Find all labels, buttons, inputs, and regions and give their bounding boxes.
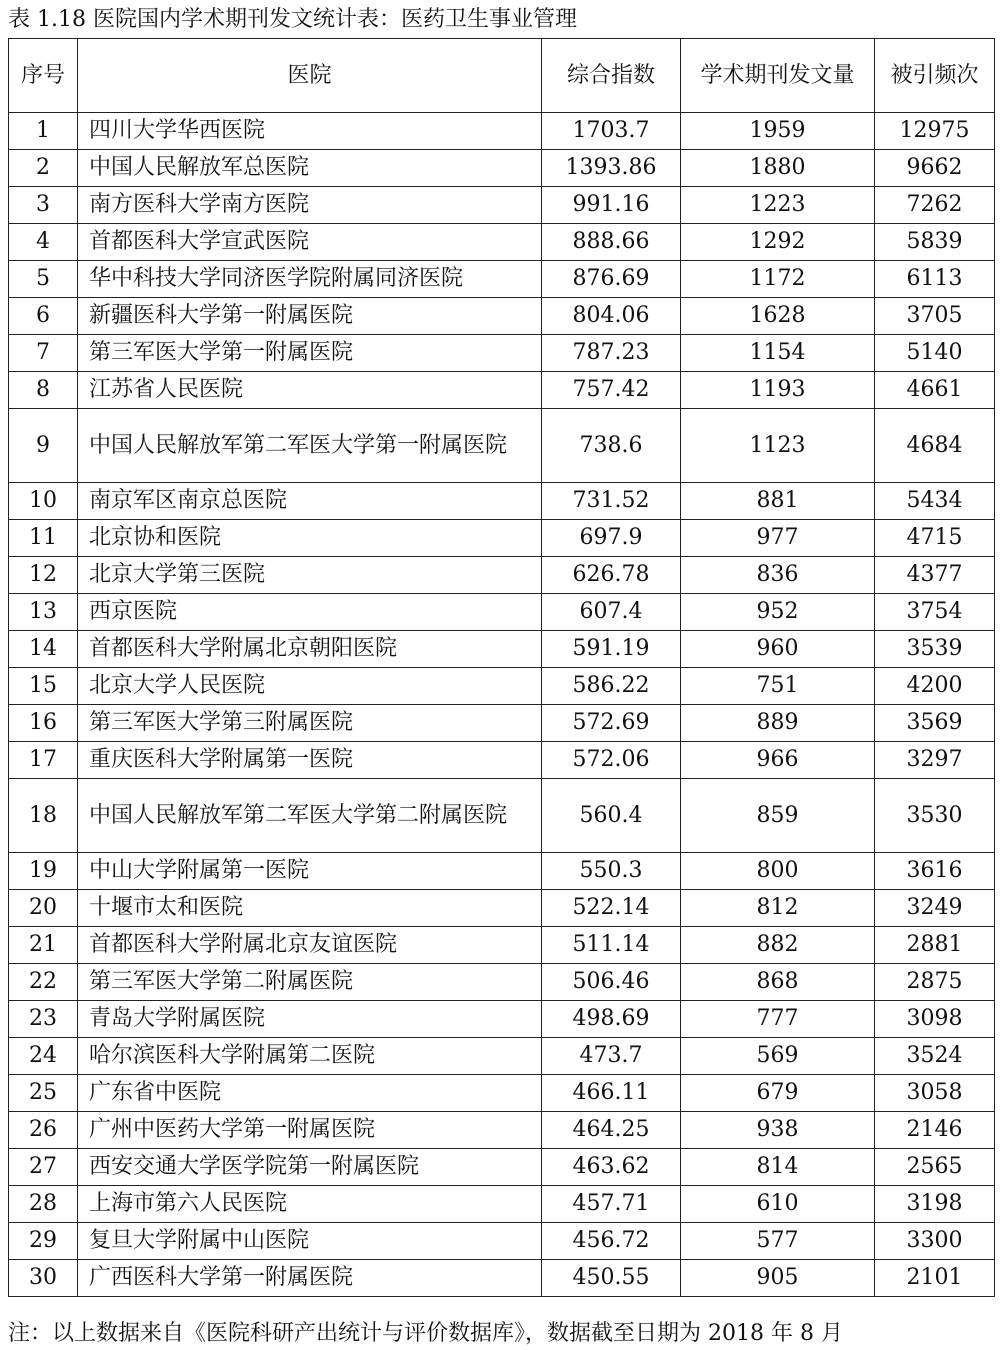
- cell-citation-count: 4661: [875, 372, 995, 409]
- cell-paper-count: 800: [681, 853, 875, 890]
- cell-paper-count: 977: [681, 520, 875, 557]
- cell-rank: 18: [9, 779, 78, 853]
- header-row: [9, 39, 995, 113]
- table-row: [9, 742, 995, 779]
- cell-hospital: 中国人民解放军总医院: [78, 150, 542, 187]
- cell-rank: 23: [9, 1001, 78, 1038]
- cell-hospital: 青岛大学附属医院: [78, 1001, 542, 1038]
- cell-composite-index: 463.62: [542, 1149, 681, 1186]
- cell-paper-count: 751: [681, 668, 875, 705]
- cell-paper-count: 960: [681, 631, 875, 668]
- table-row: [9, 1260, 995, 1297]
- table-row: [9, 483, 995, 520]
- cell-citation-count: 3098: [875, 1001, 995, 1038]
- table-row: [9, 1186, 995, 1223]
- cell-hospital: 北京大学人民医院: [78, 668, 542, 705]
- cell-rank: 13: [9, 594, 78, 631]
- cell-citation-count: 5839: [875, 224, 995, 261]
- cell-citation-count: 3198: [875, 1186, 995, 1223]
- cell-paper-count: 610: [681, 1186, 875, 1223]
- table-row: [9, 113, 995, 150]
- cell-hospital: 首都医科大学附属北京朝阳医院: [78, 631, 542, 668]
- cell-composite-index: 607.4: [542, 594, 681, 631]
- table-row: [9, 557, 995, 594]
- cell-paper-count: 952: [681, 594, 875, 631]
- cell-rank: 20: [9, 890, 78, 927]
- cell-composite-index: 626.78: [542, 557, 681, 594]
- cell-composite-index: 560.4: [542, 779, 681, 853]
- table-body: [9, 113, 995, 1297]
- cell-hospital: 广州中医药大学第一附属医院: [78, 1112, 542, 1149]
- cell-citation-count: 2881: [875, 927, 995, 964]
- table-row: [9, 520, 995, 557]
- cell-composite-index: 757.42: [542, 372, 681, 409]
- cell-citation-count: 5434: [875, 483, 995, 520]
- cell-composite-index: 586.22: [542, 668, 681, 705]
- cell-rank: 25: [9, 1075, 78, 1112]
- cell-hospital: 上海市第六人民医院: [78, 1186, 542, 1223]
- cell-rank: 10: [9, 483, 78, 520]
- source-note: 注：以上数据来自《医院科研产出统计与评价数据库》，数据截至日期为 2018 年 8 月: [8, 1321, 843, 1346]
- cell-hospital: 中国人民解放军第二军医大学第二附属医院: [78, 779, 542, 853]
- cell-hospital: 哈尔滨医科大学附属第二医院: [78, 1038, 542, 1075]
- cell-paper-count: 868: [681, 964, 875, 1001]
- cell-paper-count: 859: [681, 779, 875, 853]
- table-row: [9, 1112, 995, 1149]
- cell-hospital: 第三军医大学第一附属医院: [78, 335, 542, 372]
- cell-citation-count: 3300: [875, 1223, 995, 1260]
- hospital-stats-table: [8, 38, 995, 1297]
- cell-composite-index: 876.69: [542, 261, 681, 298]
- cell-paper-count: 1880: [681, 150, 875, 187]
- cell-hospital: 重庆医科大学附属第一医院: [78, 742, 542, 779]
- cell-paper-count: 1628: [681, 298, 875, 335]
- cell-paper-count: 882: [681, 927, 875, 964]
- cell-composite-index: 450.55: [542, 1260, 681, 1297]
- cell-rank: 27: [9, 1149, 78, 1186]
- table-row: [9, 1149, 995, 1186]
- cell-composite-index: 731.52: [542, 483, 681, 520]
- table-row: [9, 1038, 995, 1075]
- cell-citation-count: 2146: [875, 1112, 995, 1149]
- header-hospital: 医院: [78, 39, 542, 113]
- table-row: [9, 631, 995, 668]
- cell-paper-count: 812: [681, 890, 875, 927]
- cell-rank: 14: [9, 631, 78, 668]
- table-row: [9, 1075, 995, 1112]
- cell-paper-count: 1193: [681, 372, 875, 409]
- cell-citation-count: 5140: [875, 335, 995, 372]
- table-row: [9, 1223, 995, 1260]
- header-rank: 序号: [9, 39, 78, 113]
- cell-citation-count: 3058: [875, 1075, 995, 1112]
- cell-rank: 6: [9, 298, 78, 335]
- table-row: [9, 668, 995, 705]
- cell-paper-count: 1223: [681, 187, 875, 224]
- cell-composite-index: 473.7: [542, 1038, 681, 1075]
- cell-composite-index: 572.69: [542, 705, 681, 742]
- cell-hospital: 西安交通大学医学院第一附属医院: [78, 1149, 542, 1186]
- cell-composite-index: 888.66: [542, 224, 681, 261]
- cell-rank: 29: [9, 1223, 78, 1260]
- cell-citation-count: 6113: [875, 261, 995, 298]
- cell-citation-count: 3569: [875, 705, 995, 742]
- cell-hospital: 北京协和医院: [78, 520, 542, 557]
- cell-paper-count: 881: [681, 483, 875, 520]
- cell-composite-index: 991.16: [542, 187, 681, 224]
- cell-paper-count: 938: [681, 1112, 875, 1149]
- cell-hospital: 江苏省人民医院: [78, 372, 542, 409]
- cell-rank: 9: [9, 409, 78, 483]
- cell-paper-count: 836: [681, 557, 875, 594]
- cell-citation-count: 4377: [875, 557, 995, 594]
- cell-rank: 16: [9, 705, 78, 742]
- table-row: [9, 964, 995, 1001]
- cell-rank: 21: [9, 927, 78, 964]
- cell-rank: 22: [9, 964, 78, 1001]
- cell-rank: 7: [9, 335, 78, 372]
- table-row: [9, 705, 995, 742]
- table-row: [9, 1001, 995, 1038]
- cell-hospital: 第三军医大学第二附属医院: [78, 964, 542, 1001]
- table-row: [9, 409, 995, 483]
- cell-rank: 11: [9, 520, 78, 557]
- table-row: [9, 927, 995, 964]
- cell-composite-index: 591.19: [542, 631, 681, 668]
- cell-citation-count: 3616: [875, 853, 995, 890]
- cell-composite-index: 738.6: [542, 409, 681, 483]
- table-row: [9, 335, 995, 372]
- cell-composite-index: 522.14: [542, 890, 681, 927]
- cell-rank: 12: [9, 557, 78, 594]
- table-caption: 表 1.18 医院国内学术期刊发文统计表：医药卫生事业管理: [8, 7, 577, 32]
- cell-paper-count: 777: [681, 1001, 875, 1038]
- cell-hospital: 新疆医科大学第一附属医院: [78, 298, 542, 335]
- cell-citation-count: 4715: [875, 520, 995, 557]
- cell-rank: 17: [9, 742, 78, 779]
- table-row: [9, 224, 995, 261]
- table-header: [9, 39, 995, 113]
- cell-composite-index: 1703.7: [542, 113, 681, 150]
- cell-hospital: 中国人民解放军第二军医大学第一附属医院: [78, 409, 542, 483]
- cell-citation-count: 3705: [875, 298, 995, 335]
- cell-hospital: 广西医科大学第一附属医院: [78, 1260, 542, 1297]
- cell-paper-count: 577: [681, 1223, 875, 1260]
- cell-hospital: 首都医科大学附属北京友谊医院: [78, 927, 542, 964]
- cell-hospital: 十堰市太和医院: [78, 890, 542, 927]
- table-row: [9, 594, 995, 631]
- cell-hospital: 中山大学附属第一医院: [78, 853, 542, 890]
- cell-rank: 5: [9, 261, 78, 298]
- cell-hospital: 广东省中医院: [78, 1075, 542, 1112]
- cell-citation-count: 3530: [875, 779, 995, 853]
- cell-citation-count: 2875: [875, 964, 995, 1001]
- cell-citation-count: 12975: [875, 113, 995, 150]
- cell-rank: 4: [9, 224, 78, 261]
- cell-paper-count: 569: [681, 1038, 875, 1075]
- cell-citation-count: 4684: [875, 409, 995, 483]
- cell-composite-index: 804.06: [542, 298, 681, 335]
- cell-citation-count: 4200: [875, 668, 995, 705]
- cell-rank: 24: [9, 1038, 78, 1075]
- cell-citation-count: 3524: [875, 1038, 995, 1075]
- cell-composite-index: 464.25: [542, 1112, 681, 1149]
- table-row: [9, 150, 995, 187]
- cell-citation-count: 2101: [875, 1260, 995, 1297]
- cell-citation-count: 7262: [875, 187, 995, 224]
- cell-rank: 26: [9, 1112, 78, 1149]
- cell-citation-count: 3297: [875, 742, 995, 779]
- cell-paper-count: 1123: [681, 409, 875, 483]
- cell-citation-count: 3539: [875, 631, 995, 668]
- cell-citation-count: 2565: [875, 1149, 995, 1186]
- cell-hospital: 华中科技大学同济医学院附属同济医院: [78, 261, 542, 298]
- cell-rank: 19: [9, 853, 78, 890]
- cell-composite-index: 498.69: [542, 1001, 681, 1038]
- table-row: [9, 779, 995, 853]
- cell-paper-count: 966: [681, 742, 875, 779]
- cell-rank: 30: [9, 1260, 78, 1297]
- cell-hospital: 四川大学华西医院: [78, 113, 542, 150]
- cell-citation-count: 3249: [875, 890, 995, 927]
- header-composite-index: 综合指数: [542, 39, 681, 113]
- cell-composite-index: 456.72: [542, 1223, 681, 1260]
- cell-rank: 2: [9, 150, 78, 187]
- table-row: [9, 372, 995, 409]
- cell-hospital: 西京医院: [78, 594, 542, 631]
- table-row: [9, 298, 995, 335]
- cell-composite-index: 1393.86: [542, 150, 681, 187]
- cell-paper-count: 889: [681, 705, 875, 742]
- cell-hospital: 复旦大学附属中山医院: [78, 1223, 542, 1260]
- cell-composite-index: 697.9: [542, 520, 681, 557]
- cell-composite-index: 466.11: [542, 1075, 681, 1112]
- table-row: [9, 853, 995, 890]
- table-row: [9, 890, 995, 927]
- cell-hospital: 首都医科大学宣武医院: [78, 224, 542, 261]
- cell-paper-count: 1154: [681, 335, 875, 372]
- cell-citation-count: 3754: [875, 594, 995, 631]
- cell-paper-count: 1172: [681, 261, 875, 298]
- cell-hospital: 南方医科大学南方医院: [78, 187, 542, 224]
- cell-hospital: 第三军医大学第三附属医院: [78, 705, 542, 742]
- cell-citation-count: 9662: [875, 150, 995, 187]
- cell-rank: 3: [9, 187, 78, 224]
- table-row: [9, 261, 995, 298]
- cell-hospital: 北京大学第三医院: [78, 557, 542, 594]
- cell-paper-count: 1292: [681, 224, 875, 261]
- cell-rank: 28: [9, 1186, 78, 1223]
- cell-composite-index: 457.71: [542, 1186, 681, 1223]
- cell-rank: 1: [9, 113, 78, 150]
- cell-hospital: 南京军区南京总医院: [78, 483, 542, 520]
- cell-paper-count: 1959: [681, 113, 875, 150]
- cell-rank: 15: [9, 668, 78, 705]
- header-citation-count: 被引频次: [875, 39, 995, 113]
- cell-paper-count: 679: [681, 1075, 875, 1112]
- header-paper-count: 学术期刊发文量: [681, 39, 875, 113]
- cell-paper-count: 814: [681, 1149, 875, 1186]
- table-row: [9, 187, 995, 224]
- cell-composite-index: 787.23: [542, 335, 681, 372]
- cell-rank: 8: [9, 372, 78, 409]
- cell-composite-index: 506.46: [542, 964, 681, 1001]
- cell-composite-index: 550.3: [542, 853, 681, 890]
- cell-composite-index: 511.14: [542, 927, 681, 964]
- cell-paper-count: 905: [681, 1260, 875, 1297]
- cell-composite-index: 572.06: [542, 742, 681, 779]
